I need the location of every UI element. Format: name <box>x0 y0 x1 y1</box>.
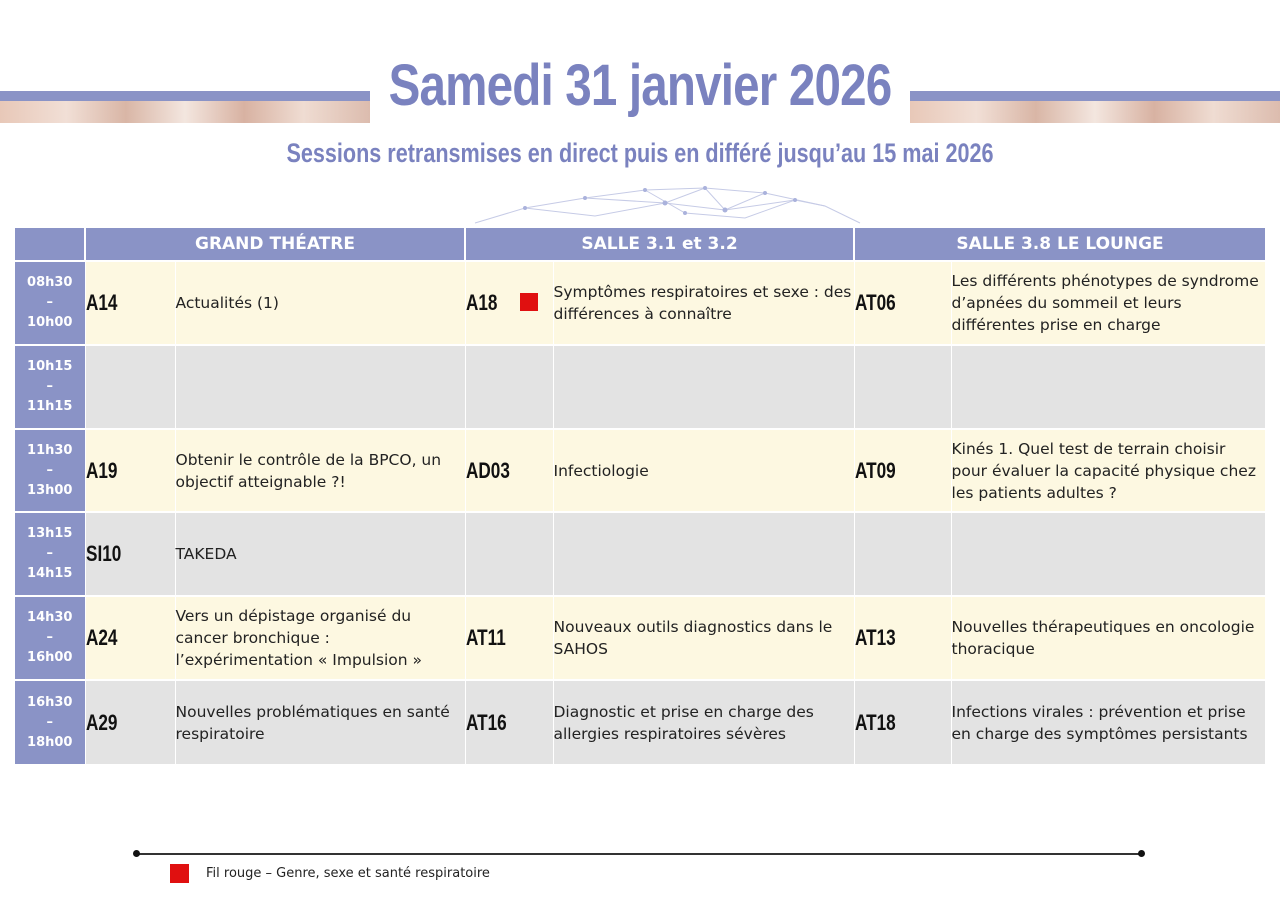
time-slot: 13h15 – 14h15 <box>15 512 85 596</box>
table-row <box>15 345 1265 429</box>
session-title <box>951 345 1265 429</box>
header-time-cell <box>15 228 85 261</box>
header-grand-theatre: GRAND THÉATRE <box>85 228 465 261</box>
table-row <box>15 680 1265 764</box>
session-title: Infections virales : prévention et prise en charge des symptômes persistants <box>951 680 1265 764</box>
session-code: A29 <box>85 680 175 764</box>
schedule-table <box>15 228 1265 764</box>
session-code <box>854 512 951 596</box>
session-code: AT16 <box>465 680 553 764</box>
session-title: TAKEDA <box>175 512 465 596</box>
session-code <box>85 345 175 429</box>
time-slot: 14h30 – 16h00 <box>15 596 85 680</box>
session-title: Infectiologie <box>553 429 854 512</box>
session-code: A24 <box>85 596 175 680</box>
session-code: SI10 <box>85 512 175 596</box>
session-title <box>175 345 465 429</box>
divider-dot-left <box>133 850 140 857</box>
session-title <box>951 512 1265 596</box>
session-title: Vers un dépistage organisé du cancer bronchique : l’expérimentation « Impulsion » <box>175 596 465 680</box>
header-salle-3-1: SALLE 3.1 et 3.2 <box>465 228 854 261</box>
session-code <box>465 512 553 596</box>
session-title: Nouvelles thérapeutiques en oncologie thoracique <box>951 596 1265 680</box>
session-code: AD03 <box>465 429 553 512</box>
session-title: Les différents phénotypes de syndrome d’apnées du sommeil et leurs différentes prise en charge <box>951 261 1265 345</box>
session-code: A14 <box>85 261 175 345</box>
session-code <box>465 345 553 429</box>
legend-marker <box>170 864 189 883</box>
table-row <box>15 429 1265 512</box>
session-title <box>553 345 854 429</box>
session-title: Nouvelles problématiques en santé respiratoire <box>175 680 465 764</box>
session-title: Nouveaux outils diagnostics dans le SAHOS <box>553 596 854 680</box>
session-title: Obtenir le contrôle de la BPCO, un objectif atteignable ?! <box>175 429 465 512</box>
session-code: A18 <box>465 261 553 345</box>
table-row <box>15 596 1265 680</box>
divider-dot-right <box>1138 850 1145 857</box>
session-title: Diagnostic et prise en charge des allergies respiratoires sévères <box>553 680 854 764</box>
time-slot: 11h30 – 13h00 <box>15 429 85 512</box>
session-title: Kinés 1. Quel test de terrain choisir pour évaluer la capacité physique chez les patients adultes ? <box>951 429 1265 512</box>
session-code: A19 <box>85 429 175 512</box>
time-slot: 10h15 – 11h15 <box>15 345 85 429</box>
header-row <box>15 228 1265 261</box>
header-salle-3-8: SALLE 3.8 LE LOUNGE <box>854 228 1265 261</box>
table-row <box>15 512 1265 596</box>
footer-divider <box>136 853 1141 855</box>
page-subtitle: Sessions retransmises en direct puis en différé jusqu’au 15 mai 2026 <box>286 138 994 168</box>
session-code: AT09 <box>854 429 951 512</box>
session-title <box>553 512 854 596</box>
session-title: Actualités (1) <box>175 261 465 345</box>
time-slot: 16h30 – 18h00 <box>15 680 85 764</box>
session-code: AT06 <box>854 261 951 345</box>
fil-rouge-marker <box>520 293 538 311</box>
legend-label: Fil rouge – Genre, sexe et santé respiratoire <box>206 866 490 881</box>
session-code: AT13 <box>854 596 951 680</box>
table-row <box>15 261 1265 345</box>
session-code: AT11 <box>465 596 553 680</box>
page-title: Samedi 31 janvier 2026 <box>388 53 892 118</box>
network-graphic <box>465 178 865 228</box>
session-title: Symptômes respiratoires et sexe : des différences à connaître <box>553 261 854 345</box>
session-code: AT18 <box>854 680 951 764</box>
session-code <box>854 345 951 429</box>
time-slot: 08h30 – 10h00 <box>15 261 85 345</box>
